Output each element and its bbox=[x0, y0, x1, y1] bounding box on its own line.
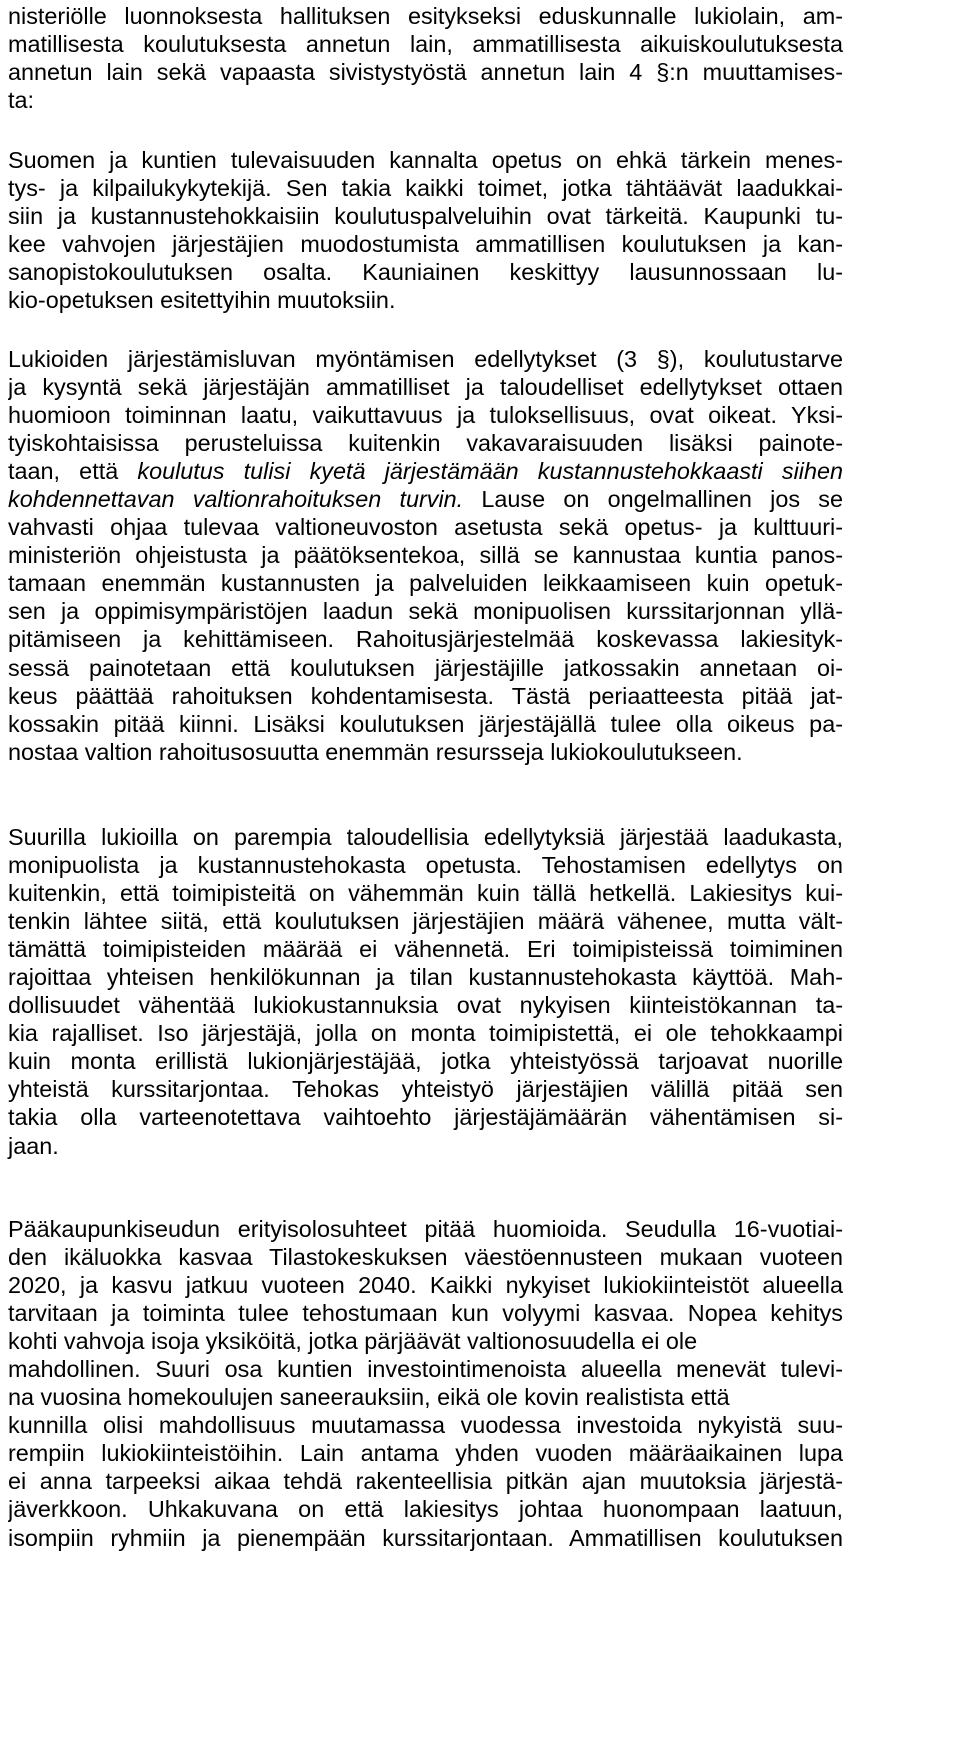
text-line: jäverkkoon. Uhkakuvana on että lakiesitys johtaa huonompaan laatuun, bbox=[8, 1496, 843, 1523]
text-line: nisteriölle luonnoksesta hallituksen esitykseksi eduskunnalle lukiolain, am- bbox=[8, 3, 843, 29]
text-line: pitämiseen ja kehittämiseen. Rahoitusjärjestelmää koskevassa lakiesityk- bbox=[8, 626, 843, 653]
text-line: Lukioiden järjestämisluvan myöntämisen edellytykset (3 §), koulutustarve bbox=[8, 346, 843, 372]
text-line: siin ja kustannustehokkaisiin koulutuspalveluihin ovat tärkeitä. Kaupunki tu- bbox=[8, 203, 843, 230]
text-line: sessä painotetaan että koulutuksen järjestäjille jatkossakin annetaan oi- bbox=[8, 654, 843, 681]
text-line: monipuolista ja kustannustehokasta opetusta. Tehostamisen edellytys on bbox=[8, 852, 843, 879]
text-line: rajoittaa yhteisen henkilökunnan ja tilan kustannustehokasta käyttöä. Mah- bbox=[8, 964, 843, 991]
text-line: jaan. bbox=[8, 1132, 59, 1159]
text-line: ja kysyntä sekä järjestäjän ammatilliset ja taloudelliset edellytykset ottaen bbox=[8, 374, 843, 401]
italic-run: kohdennettavan valtionrahoituksen turvin. bbox=[8, 486, 464, 513]
text-line: kuin monta erillistä lukionjärjestäjää, jotka yhteistyössä tarjoavat nuorille bbox=[8, 1048, 843, 1075]
text-line: tyiskohtaisissa perusteluissa kuitenkin vakavaraisuuden lisäksi painote- bbox=[8, 430, 843, 457]
text-line: rempiin lukiokiinteistöihin. Lain antama yhden vuoden määräaikainen lupa bbox=[8, 1440, 843, 1467]
text-line: na vuosina homekoulujen saneerauksiin, eikä ole kovin realistista että bbox=[8, 1384, 730, 1411]
text-line: ta: bbox=[8, 87, 35, 114]
text-line: matillisesta koulutuksesta annetun lain, ammatillisesta aikuiskoulutuksesta bbox=[8, 31, 843, 58]
text-line: kossakin pitää kiinni. Lisäksi koulutuksen järjestäjällä tulee olla oikeus pa- bbox=[8, 710, 843, 737]
text-line: yhteistä kurssitarjontaa. Tehokas yhteistyö järjestäjien välillä pitää sen bbox=[8, 1076, 843, 1103]
text-run: taan, että bbox=[8, 458, 138, 485]
text-line: sen ja oppimisympäristöjen laadun sekä monipuolisen kurssitarjonnan yllä- bbox=[8, 598, 843, 625]
text-line: kohti vahvoja isoja yksiköitä, jotka pärjäävät valtionosuudella ei ole bbox=[8, 1328, 698, 1355]
paragraph bbox=[8, 823, 843, 1160]
text-line: tys- ja kilpailukykytekijä. Sen takia kaikki toimet, jotka tähtäävät laadukkai- bbox=[8, 175, 843, 202]
paragraph bbox=[8, 345, 843, 766]
text-line: isompiin ryhmiin ja pienempään kurssitarjontaan. Ammatillisen koulutuksen bbox=[8, 1524, 843, 1551]
text-line: huomioon toiminnan laatu, vaikuttavuus ja tuloksellisuus, ovat oikeat. Yksi- bbox=[8, 402, 843, 429]
text-line bbox=[8, 485, 843, 513]
text-line: 2020, ja kasvu jatkuu vuoteen 2040. Kaikki nykyiset lukiokiinteistöt alueella bbox=[8, 1272, 843, 1299]
text-run: Lause on ongelmallinen jos se bbox=[463, 486, 843, 513]
text-line: takia olla varteenotettava vaihtoehto järjestäjämäärän vähentämisen si- bbox=[8, 1104, 843, 1131]
text-line: annetun lain sekä vapaasta sivistystyöstä annetun lain 4 §:n muuttamises- bbox=[8, 59, 843, 86]
text-line: tämättä toimipisteiden määrää ei vähennetä. Eri toimipisteissä toimiminen bbox=[8, 936, 843, 963]
text-line: nostaa valtion rahoitusosuutta enemmän resursseja lukiokoulutukseen. bbox=[8, 738, 743, 765]
text-line: tamaan enemmän kustannusten ja palveluiden leikkaamiseen kuin opetuk- bbox=[8, 570, 843, 597]
text-line: kio-opetuksen esitettyihin muutoksiin. bbox=[8, 287, 396, 314]
text-line: ei anna tarpeeksi aikaa tehdä rakenteellisia pitkän ajan muutoksia järjestä- bbox=[8, 1468, 843, 1495]
text-line: ministeriön ohjeistusta ja päätöksentekoa, sillä se kannustaa kuntia panos- bbox=[8, 542, 843, 569]
text-line: vahvasti ohjaa tulevaa valtioneuvoston asetusta sekä opetus- ja kulttuuri- bbox=[8, 514, 843, 541]
paragraph bbox=[8, 1215, 843, 1552]
text-line: Suomen ja kuntien tulevaisuuden kannalta opetus on ehkä tärkein menes- bbox=[8, 147, 843, 173]
text-line: kia rajalliset. Iso järjestäjä, jolla on monta toimipistettä, ei ole tehokkaampi bbox=[8, 1020, 843, 1047]
text-line: dollisuudet vähentää lukiokustannuksia ovat nykyisen kiinteistökannan ta- bbox=[8, 992, 843, 1019]
paragraph bbox=[8, 2, 843, 114]
text-line: kuitenkin, että toimipisteitä on vähemmän kuin tällä hetkellä. Lakiesitys kui- bbox=[8, 880, 843, 907]
text-line: Suurilla lukioilla on parempia taloudellisia edellytyksiä järjestää laadukasta, bbox=[8, 824, 843, 850]
text-line: mahdollinen. Suuri osa kuntien investointimenoista alueella menevät tulevi- bbox=[8, 1356, 843, 1383]
text-line bbox=[8, 457, 843, 485]
text-line: Pääkaupunkiseudun erityisolosuhteet pitää huomioida. Seudulla 16-vuotiai- bbox=[8, 1216, 843, 1242]
text-line: tarvitaan ja toiminta tulee tehostumaan kun volyymi kasvaa. Nopea kehitys bbox=[8, 1300, 843, 1327]
text-line: kee vahvojen järjestäjien muodostumista ammatillisen koulutuksen ja kan- bbox=[8, 231, 843, 258]
italic-run: koulutus tulisi kyetä järjestämään kustannustehokkaasti siihen bbox=[137, 458, 843, 485]
text-line: tenkin lähtee siitä, että koulutuksen järjestäjien määrä vähenee, mutta vält- bbox=[8, 908, 843, 935]
text-line: keus päättää rahoituksen kohdentamisesta. Tästä periaatteesta pitää jat- bbox=[8, 682, 843, 709]
text-line: den ikäluokka kasvaa Tilastokeskuksen väestöennusteen mukaan vuoteen bbox=[8, 1244, 843, 1271]
text-line: kunnilla olisi mahdollisuus muutamassa vuodessa investoida nykyistä suu- bbox=[8, 1412, 843, 1439]
text-line: sanopistokoulutuksen osalta. Kauniainen keskittyy lausunnossaan lu- bbox=[8, 259, 843, 286]
paragraph bbox=[8, 146, 843, 314]
